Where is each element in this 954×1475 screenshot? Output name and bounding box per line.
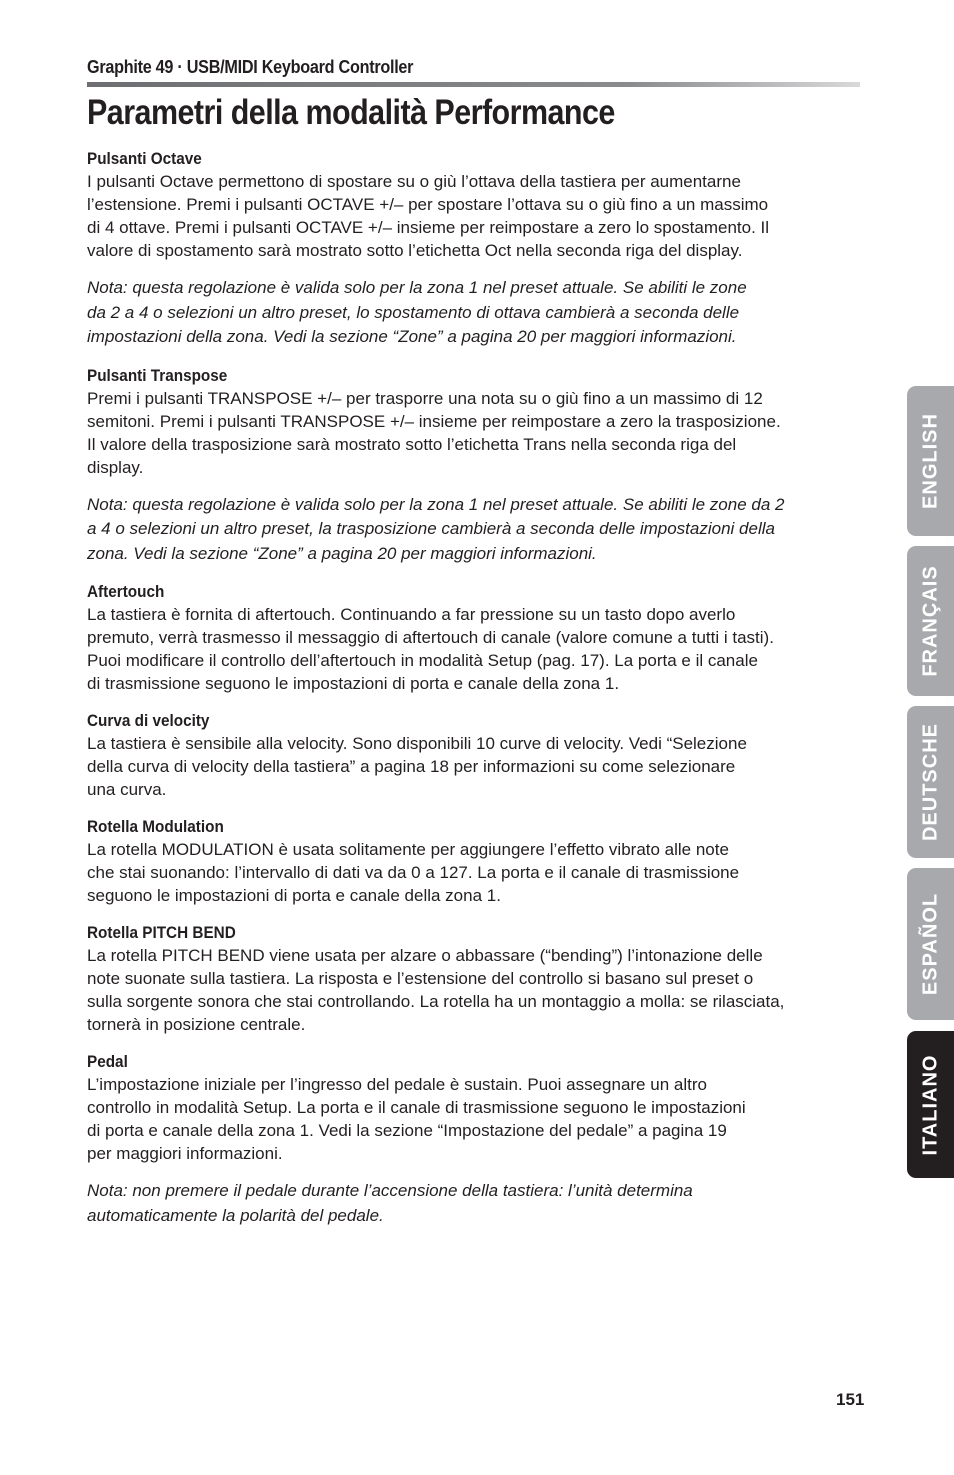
tab-label: ENGLISH bbox=[919, 413, 941, 509]
section bbox=[87, 1050, 877, 1228]
body-line: note suonate sulla tastiera. La risposta e l’estensione del controllo si basano sul preset o bbox=[87, 969, 754, 988]
tab-label: DEUTSCHE bbox=[919, 722, 941, 842]
section bbox=[87, 709, 877, 801]
body-line: La rotella PITCH BEND viene usata per alzare o abbassare (“bending”) l’intonazione delle bbox=[87, 946, 763, 965]
section bbox=[87, 147, 877, 350]
body-line: La tastiera è sensibile alla velocity. Sono disponibili 10 curve di velocity. Vedi “Selezione bbox=[87, 734, 747, 753]
note-line: a 4 o selezioni un altro preset, la trasposizione cambierà a seconda delle impostazioni della bbox=[87, 519, 775, 538]
tab-label: ESPAÑOL bbox=[919, 892, 941, 996]
note-line: impostazioni della zona. Vedi la sezione “Zone” a pagina 20 per maggiori informazioni. bbox=[87, 327, 737, 346]
section-heading: Pulsanti Octave bbox=[87, 149, 202, 168]
section-heading: Rotella PITCH BEND bbox=[87, 923, 236, 942]
body-line: di 4 ottave. Premi i pulsanti OCTAVE +/– insieme per reimpostare a zero lo spostamento. Il bbox=[87, 218, 770, 237]
section-body bbox=[87, 838, 877, 907]
body-line: I pulsanti Octave permettono di spostare su o giù l’ottava della tastiera per aumentarne bbox=[87, 172, 741, 191]
body-line: Puoi modificare il controllo dell’aftertouch in modalità Setup (pag. 17). La porta e il canale bbox=[87, 651, 758, 670]
note-line: Nota: non premere il pedale durante l’accensione della tastiera: l’unità determina bbox=[87, 1181, 693, 1200]
note-line: zona. Vedi la sezione “Zone” a pagina 20 per maggiori informazioni. bbox=[87, 543, 597, 563]
section-note bbox=[87, 493, 877, 567]
body-line: Premi i pulsanti TRANSPOSE +/– per trasporre una nota su o giù fino a un massimo di 12 bbox=[87, 388, 763, 408]
tab-label: ITALIANO bbox=[919, 1054, 941, 1155]
section bbox=[87, 921, 877, 1036]
section-body bbox=[87, 732, 877, 801]
section-heading: Rotella Modulation bbox=[87, 817, 224, 836]
body-line: premuto, verrà trasmesso il messaggio di aftertouch di canale (valore comune a tutti i tasti). bbox=[87, 628, 774, 647]
section bbox=[87, 364, 877, 567]
section-heading: Pulsanti Transpose bbox=[87, 365, 228, 385]
section-body bbox=[87, 1073, 877, 1165]
body-line: La tastiera è fornita di aftertouch. Continuando a far pressione su un tasto dopo averlo bbox=[87, 605, 736, 624]
section-body bbox=[87, 603, 877, 695]
body-line: tornerà in posizione centrale. bbox=[87, 1015, 306, 1034]
section bbox=[87, 815, 877, 907]
main-content bbox=[87, 147, 877, 1242]
body-line: Il valore della trasposizione sarà mostrato sotto l’etichetta Trans nella seconda riga del bbox=[87, 434, 737, 454]
body-line: semitoni. Premi i pulsanti TRANSPOSE +/– insieme per reimpostare a zero la trasposizione. bbox=[87, 411, 781, 431]
body-line: della curva di velocity della tastiera” a pagina 18 per informazioni su come selezionare bbox=[87, 757, 736, 776]
body-line: di porta e canale della zona 1. Vedi la sezione “Impostazione del pedale” a pagina 19 bbox=[87, 1121, 727, 1140]
tab-english[interactable] bbox=[907, 386, 954, 536]
section bbox=[87, 580, 877, 695]
body-line: L’impostazione iniziale per l’ingresso del pedale è sustain. Puoi assegnare un altro bbox=[87, 1075, 707, 1094]
body-line: una curva. bbox=[87, 780, 167, 799]
running-header: Graphite 49 · USB/MIDI Keyboard Controller bbox=[87, 57, 414, 77]
section-body bbox=[87, 387, 877, 479]
note-line: da 2 a 4 o selezioni un altro preset, lo spostamento di ottava cambierà a seconda delle bbox=[87, 302, 740, 322]
section-body bbox=[87, 170, 877, 262]
section-heading: Pedal bbox=[87, 1052, 128, 1071]
body-line: l’estensione. Premi i pulsanti OCTAVE +/– per spostare l’ottava su o giù fino a un massimo bbox=[87, 195, 769, 214]
body-line: che stai suonando: l’intervallo di dati va da 0 a 127. La porta e il canale di trasmissione bbox=[87, 863, 740, 882]
body-line: display. bbox=[87, 457, 144, 477]
page-title: Parametri della modalità Performance bbox=[87, 93, 615, 132]
body-line: sulla sorgente sonora che stai controllando. La rotella ha un montaggio a molla: se rilasciata, bbox=[87, 992, 785, 1011]
section-note bbox=[87, 1179, 877, 1228]
tab-italiano[interactable] bbox=[907, 1031, 954, 1178]
section-body bbox=[87, 944, 877, 1036]
tab-espaol[interactable] bbox=[907, 868, 954, 1020]
body-line: di trasmissione seguono le impostazioni di porta e canale della zona 1. bbox=[87, 674, 620, 693]
header-rule bbox=[87, 82, 860, 87]
note-line: Nota: questa regolazione è valida solo per la zona 1 nel preset attuale. Se abiliti le zone bbox=[87, 278, 747, 297]
body-line: per maggiori informazioni. bbox=[87, 1144, 283, 1163]
body-line: seguono le impostazioni di porta e canale della zona 1. bbox=[87, 886, 501, 905]
tab-deutsche[interactable] bbox=[907, 706, 954, 858]
tab-label: FRANÇAIS bbox=[919, 565, 941, 677]
body-line: La rotella MODULATION è usata solitamente per aggiungere l’effetto vibrato alle note bbox=[87, 840, 729, 859]
section-heading: Aftertouch bbox=[87, 582, 165, 601]
page-number: 151 bbox=[836, 1390, 865, 1409]
note-line: Nota: questa regolazione è valida solo per la zona 1 nel preset attuale. Se abiliti le zone da 2 bbox=[87, 494, 785, 514]
section-heading: Curva di velocity bbox=[87, 711, 210, 730]
body-line: valore di spostamento sarà mostrato sotto l’etichetta Oct nella seconda riga del display. bbox=[87, 241, 743, 260]
section-note bbox=[87, 276, 877, 350]
note-line: automaticamente la polarità del pedale. bbox=[87, 1205, 384, 1225]
body-line: controllo in modalità Setup. La porta e il canale di trasmissione seguono le impostazioni bbox=[87, 1098, 746, 1117]
tab-franais[interactable] bbox=[907, 546, 954, 696]
